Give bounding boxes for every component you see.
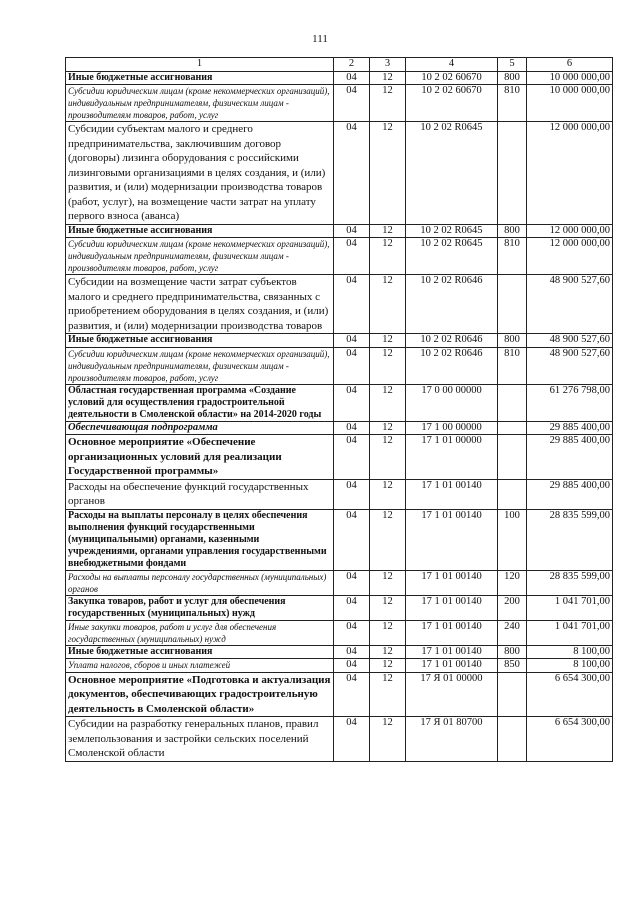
target-article-code: 10 2 02 R0645	[406, 238, 498, 275]
column-header: 1	[66, 58, 334, 72]
expense-type-code: 800	[498, 334, 527, 348]
target-article-code: 17 1 01 00140	[406, 645, 498, 659]
column-header: 4	[406, 58, 498, 72]
amount: 8 100,00	[527, 645, 613, 659]
amount: 48 900 527,60	[527, 347, 613, 384]
expense-type-code	[498, 275, 527, 334]
amount: 6 654 300,00	[527, 717, 613, 762]
table-header-row	[66, 58, 613, 72]
table-row	[66, 122, 613, 225]
row-name: Обеспечивающая подпрограмма	[66, 421, 334, 435]
expense-type-code: 100	[498, 509, 527, 570]
expense-type-code: 810	[498, 347, 527, 384]
section-code: 04	[334, 384, 370, 421]
row-name: Субсидии на разработку генеральных планов, правил землепользования и застройки сельских поселений Смоленской области	[66, 717, 334, 762]
subsection-code: 12	[370, 435, 406, 480]
section-code: 04	[334, 717, 370, 762]
amount: 8 100,00	[527, 659, 613, 673]
target-article-code: 10 2 02 R0645	[406, 224, 498, 238]
row-name: Расходы на выплаты персоналу государственных (муниципальных) органов	[66, 570, 334, 595]
section-code: 04	[334, 71, 370, 85]
amount: 10 000 000,00	[527, 71, 613, 85]
row-name: Закупка товаров, работ и услуг для обеспечения государственных (муниципальных) нужд	[66, 595, 334, 620]
row-name: Иные бюджетные ассигнования	[66, 224, 334, 238]
row-name: Иные бюджетные ассигнования	[66, 645, 334, 659]
subsection-code: 12	[370, 71, 406, 85]
expense-type-code: 800	[498, 224, 527, 238]
row-name: Субсидии на возмещение части затрат субъектов малого и среднего предпринимательства, связанных с приобретением оборудования в целях создания, и (или) развития, и (или) модернизации производства товаров	[66, 275, 334, 334]
amount: 29 885 400,00	[527, 435, 613, 480]
section-code: 04	[334, 620, 370, 645]
subsection-code: 12	[370, 384, 406, 421]
table-row	[66, 224, 613, 238]
subsection-code: 12	[370, 717, 406, 762]
amount: 10 000 000,00	[527, 85, 613, 122]
target-article-code: 17 Я 01 00000	[406, 672, 498, 717]
table-row	[66, 717, 613, 762]
column-header: 2	[334, 58, 370, 72]
subsection-code: 12	[370, 672, 406, 717]
amount: 12 000 000,00	[527, 224, 613, 238]
target-article-code: 10 2 02 60670	[406, 71, 498, 85]
subsection-code: 12	[370, 421, 406, 435]
subsection-code: 12	[370, 224, 406, 238]
section-code: 04	[334, 224, 370, 238]
section-code: 04	[334, 421, 370, 435]
amount: 29 885 400,00	[527, 479, 613, 509]
table-row	[66, 275, 613, 334]
amount: 1 041 701,00	[527, 595, 613, 620]
expense-type-code: 810	[498, 85, 527, 122]
subsection-code: 12	[370, 509, 406, 570]
target-article-code: 17 1 01 00140	[406, 570, 498, 595]
column-header: 5	[498, 58, 527, 72]
section-code: 04	[334, 85, 370, 122]
amount: 48 900 527,60	[527, 334, 613, 348]
expense-type-code: 850	[498, 659, 527, 673]
table-row	[66, 595, 613, 620]
expense-type-code	[498, 479, 527, 509]
expense-type-code: 800	[498, 71, 527, 85]
row-name: Субсидии юридическим лицам (кроме некоммерческих организаций), индивидуальным предпринимателям, физическим лицам - производителям товаров, работ, услуг	[66, 238, 334, 275]
row-name: Уплата налогов, сборов и иных платежей	[66, 659, 334, 673]
table-row	[66, 421, 613, 435]
target-article-code: 17 Я 01 80700	[406, 717, 498, 762]
subsection-code: 12	[370, 595, 406, 620]
expense-type-code: 240	[498, 620, 527, 645]
section-code: 04	[334, 595, 370, 620]
section-code: 04	[334, 275, 370, 334]
target-article-code: 10 2 02 R0646	[406, 334, 498, 348]
row-name: Субсидии субъектам малого и среднего предпринимательства, заключившим договор (договоры) лизинга оборудования с российскими лизинговыми организациями в целях создания, и (или) развития, и (или) модернизации производства товаров (работ, услуг), на возмещение части затрат на уплату первого взноса (аванса)	[66, 122, 334, 225]
table-row	[66, 71, 613, 85]
subsection-code: 12	[370, 620, 406, 645]
row-name: Субсидии юридическим лицам (кроме некоммерческих организаций), индивидуальным предпринимателям, физическим лицам - производителям товаров, работ, услуг	[66, 85, 334, 122]
column-header: 6	[527, 58, 613, 72]
expense-type-code	[498, 384, 527, 421]
row-name: Основное мероприятие «Обеспечение организационных условий для реализации Государственной программы»	[66, 435, 334, 480]
table-row	[66, 645, 613, 659]
subsection-code: 12	[370, 347, 406, 384]
amount: 29 885 400,00	[527, 421, 613, 435]
section-code: 04	[334, 122, 370, 225]
section-code: 04	[334, 570, 370, 595]
amount: 6 654 300,00	[527, 672, 613, 717]
amount: 1 041 701,00	[527, 620, 613, 645]
row-name: Областная государственная программа «Создание условий для осуществления градостроительной деятельности в Смоленской области» на 2014-2020 годы	[66, 384, 334, 421]
table-row	[66, 479, 613, 509]
table-row	[66, 384, 613, 421]
page-number: 111	[312, 33, 328, 45]
subsection-code: 12	[370, 334, 406, 348]
target-article-code: 17 1 01 00140	[406, 659, 498, 673]
table-row	[66, 238, 613, 275]
budget-table	[65, 57, 613, 762]
table-row	[66, 347, 613, 384]
amount: 12 000 000,00	[527, 238, 613, 275]
amount: 61 276 798,00	[527, 384, 613, 421]
subsection-code: 12	[370, 659, 406, 673]
target-article-code: 10 2 02 R0646	[406, 275, 498, 334]
target-article-code: 10 2 02 R0645	[406, 122, 498, 225]
subsection-code: 12	[370, 85, 406, 122]
expense-type-code	[498, 421, 527, 435]
table-row	[66, 620, 613, 645]
row-name: Основное мероприятие «Подготовка и актуализация документов, обеспечивающих градостроительную деятельность в Смоленской области»	[66, 672, 334, 717]
subsection-code: 12	[370, 275, 406, 334]
expense-type-code	[498, 122, 527, 225]
table-row	[66, 659, 613, 673]
target-article-code: 17 1 01 00140	[406, 479, 498, 509]
amount: 28 835 599,00	[527, 570, 613, 595]
amount: 48 900 527,60	[527, 275, 613, 334]
target-article-code: 10 2 02 60670	[406, 85, 498, 122]
section-code: 04	[334, 509, 370, 570]
table-row	[66, 435, 613, 480]
row-name: Субсидии юридическим лицам (кроме некоммерческих организаций), индивидуальным предпринимателям, физическим лицам - производителям товаров, работ, услуг	[66, 347, 334, 384]
target-article-code: 17 1 00 00000	[406, 421, 498, 435]
target-article-code: 10 2 02 R0646	[406, 347, 498, 384]
subsection-code: 12	[370, 479, 406, 509]
section-code: 04	[334, 334, 370, 348]
target-article-code: 17 1 01 00140	[406, 620, 498, 645]
expense-type-code	[498, 717, 527, 762]
section-code: 04	[334, 659, 370, 673]
table-row	[66, 85, 613, 122]
expense-type-code: 120	[498, 570, 527, 595]
expense-type-code	[498, 672, 527, 717]
target-article-code: 17 1 01 00140	[406, 509, 498, 570]
section-code: 04	[334, 435, 370, 480]
section-code: 04	[334, 347, 370, 384]
amount: 28 835 599,00	[527, 509, 613, 570]
section-code: 04	[334, 645, 370, 659]
table-row	[66, 509, 613, 570]
expense-type-code: 200	[498, 595, 527, 620]
row-name: Иные бюджетные ассигнования	[66, 334, 334, 348]
section-code: 04	[334, 672, 370, 717]
subsection-code: 12	[370, 238, 406, 275]
amount: 12 000 000,00	[527, 122, 613, 225]
row-name: Иные бюджетные ассигнования	[66, 71, 334, 85]
section-code: 04	[334, 238, 370, 275]
target-article-code: 17 1 01 00000	[406, 435, 498, 480]
row-name: Расходы на выплаты персоналу в целях обеспечения выполнения функций государственными (муниципальными) органами, казенными учреждениями, органами управления государственными внебюджетными фондами	[66, 509, 334, 570]
column-header: 3	[370, 58, 406, 72]
target-article-code: 17 0 00 00000	[406, 384, 498, 421]
table-row	[66, 672, 613, 717]
row-name: Иные закупки товаров, работ и услуг для обеспечения государственных (муниципальных) нужд	[66, 620, 334, 645]
expense-type-code: 810	[498, 238, 527, 275]
table-row	[66, 334, 613, 348]
expense-type-code: 800	[498, 645, 527, 659]
row-name: Расходы на обеспечение функций государственных органов	[66, 479, 334, 509]
target-article-code: 17 1 01 00140	[406, 595, 498, 620]
subsection-code: 12	[370, 122, 406, 225]
subsection-code: 12	[370, 570, 406, 595]
subsection-code: 12	[370, 645, 406, 659]
section-code: 04	[334, 479, 370, 509]
expense-type-code	[498, 435, 527, 480]
table-row	[66, 570, 613, 595]
